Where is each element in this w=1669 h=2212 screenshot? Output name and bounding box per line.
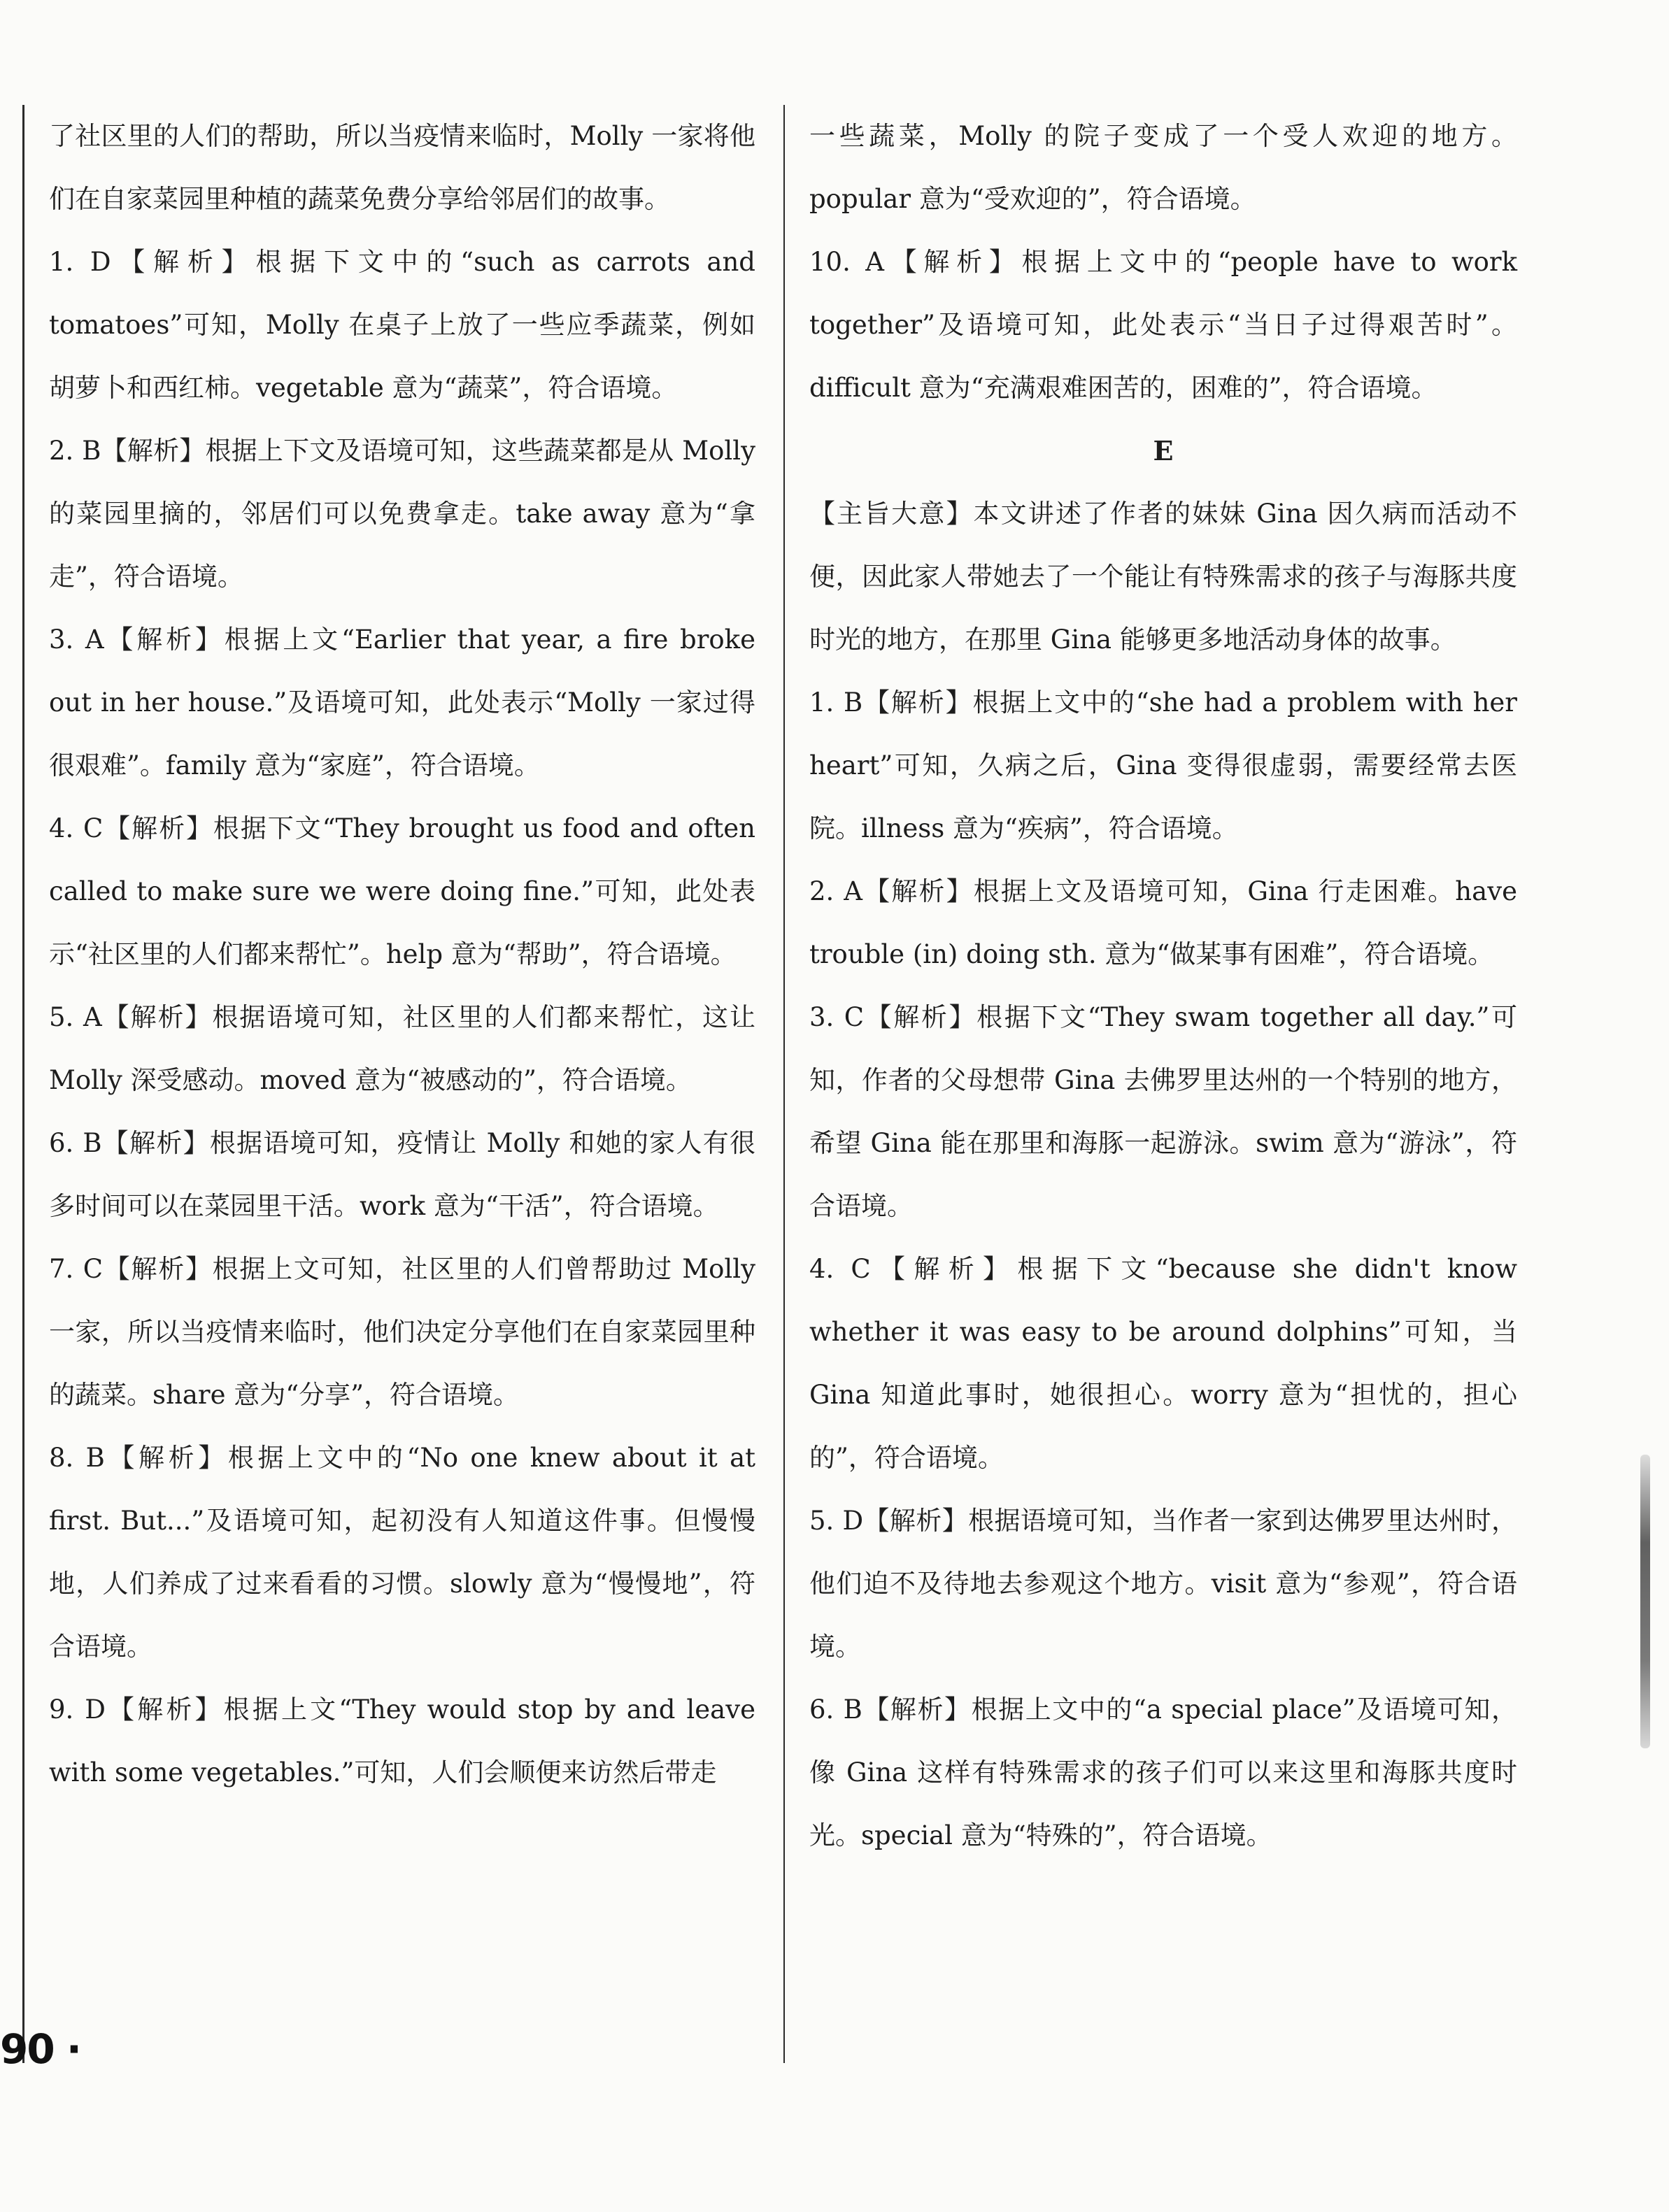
right-answer-9-continued: 一些蔬菜，Molly 的院子变成了一个受人欢迎的地方。popular 意为“受欢迎的”，符合语境。 xyxy=(809,121,1517,214)
left-answer-6: 6. B【解析】根据语境可知，疫情让 Molly 和她的家人有很多时间可以在菜园里干活。work 意为“干活”，符合语境。 xyxy=(49,1128,755,1221)
left-margin-rule xyxy=(22,105,24,2063)
left-answer-7: 7. C【解析】根据上文可知，社区里的人们曾帮助过 Molly 一家，所以当疫情来临时，他们决定分享他们在自家菜园里种的蔬菜。share 意为“分享”，符合语境。 xyxy=(49,1254,755,1410)
left-answer-2: 2. B【解析】根据上下文及语境可知，这些蔬菜都是从 Molly 的菜园里摘的，邻居们可以免费拿走。take away 意为“拿走”，符合语境。 xyxy=(49,436,755,592)
right-answer-e6: 6. B【解析】根据上文中的“a special place”及语境可知，像 Gina 这样有特殊需求的孩子们可以来这里和海豚共度时光。special 意为“特殊的”，符合语境。 xyxy=(809,1694,1517,1850)
right-column xyxy=(809,105,1517,1867)
right-answer-e2: 2. A【解析】根据上文及语境可知，Gina 行走困难。have trouble (in) doing sth. 意为“做某事有困难”，符合语境。 xyxy=(809,876,1517,969)
section-heading-e: E xyxy=(1153,435,1174,466)
right-answer-e5: 5. D【解析】根据语境可知，当作者一家到达佛罗里达州时，他们迫不及待地去参观这个地方。visit 意为“参观”，符合语境。 xyxy=(809,1506,1517,1662)
left-answer-9: 9. D【解析】根据上文“They would stop by and leave with some vegetables.”可知，人们会顺便来访然后带走 xyxy=(49,1694,755,1788)
left-answer-4: 4. C【解析】根据下文“They brought us food and often called to make sure we were doing fine.”可知，此处表示“社区里的人们都来帮忙”。help 意为“帮助”，符合语境。 xyxy=(49,813,755,969)
right-answer-e4: 4. C【解析】根据下文“because she didn't know whether it was easy to be around dolphins”可知，当 Gina 知道此事时，她很担心。worry 意为“担忧的，担心的”，符合语境。 xyxy=(809,1254,1517,1473)
left-paragraph-intro: 了社区里的人们的帮助，所以当疫情来临时，Molly 一家将他们在自家菜园里种植的蔬菜免费分享给邻居们的故事。 xyxy=(49,121,755,214)
main-idea-paragraph: 【主旨大意】本文讲述了作者的妹妹 Gina 因久病而活动不便，因此家人带她去了一个能让有特殊需求的孩子与海豚共度时光的地方，在那里 Gina 能够更多地活动身体的故事。 xyxy=(809,499,1517,655)
left-answer-5: 5. A【解析】根据语境可知，社区里的人们都来帮忙，这让 Molly 深受感动。moved 意为“被感动的”，符合语境。 xyxy=(49,1002,755,1095)
right-answer-e3: 3. C【解析】根据下文“They swam together all day.”可知，作者的父母想带 Gina 去佛罗里达州的一个特别的地方，希望 Gina 能在那里和海豚一起游泳。swim 意为“游泳”，符合语境。 xyxy=(809,1002,1517,1221)
right-answer-10: 10. A【解析】根据上文中的“people have to work together”及语境可知，此处表示“当日子过得艰苦时”。difficult 意为“充满艰难困苦的，困难的”，符合语境。 xyxy=(809,247,1517,403)
scan-edge-shadow xyxy=(1640,1455,1650,1748)
right-answer-e1: 1. B【解析】根据上文中的“she had a problem with her heart”可知，久病之后，Gina 变得很虚弱，需要经常去医院。illness 意为“疾病”，符合语境。 xyxy=(809,687,1517,843)
left-answer-3: 3. A【解析】根据上文“Earlier that year, a fire broke out in her house.”及语境可知，此处表示“Molly 一家过得很艰难”。family 意为“家庭”，符合语境。 xyxy=(49,625,755,780)
page-number: 90 · xyxy=(0,2025,80,2073)
column-divider xyxy=(783,105,785,2063)
left-answer-8: 8. B【解析】根据上文中的“No one knew about it at first. But...”及语境可知，起初没有人知道这件事。但慢慢地，人们养成了过来看看的习惯。slowly 意为“慢慢地”，符合语境。 xyxy=(49,1443,755,1662)
left-column xyxy=(49,105,755,1804)
left-answer-1: 1. D【解析】根据下文中的“such as carrots and tomatoes”可知，Molly 在桌子上放了一些应季蔬菜，例如胡萝卜和西红柿。vegetable 意为“蔬菜”，符合语境。 xyxy=(49,247,755,403)
